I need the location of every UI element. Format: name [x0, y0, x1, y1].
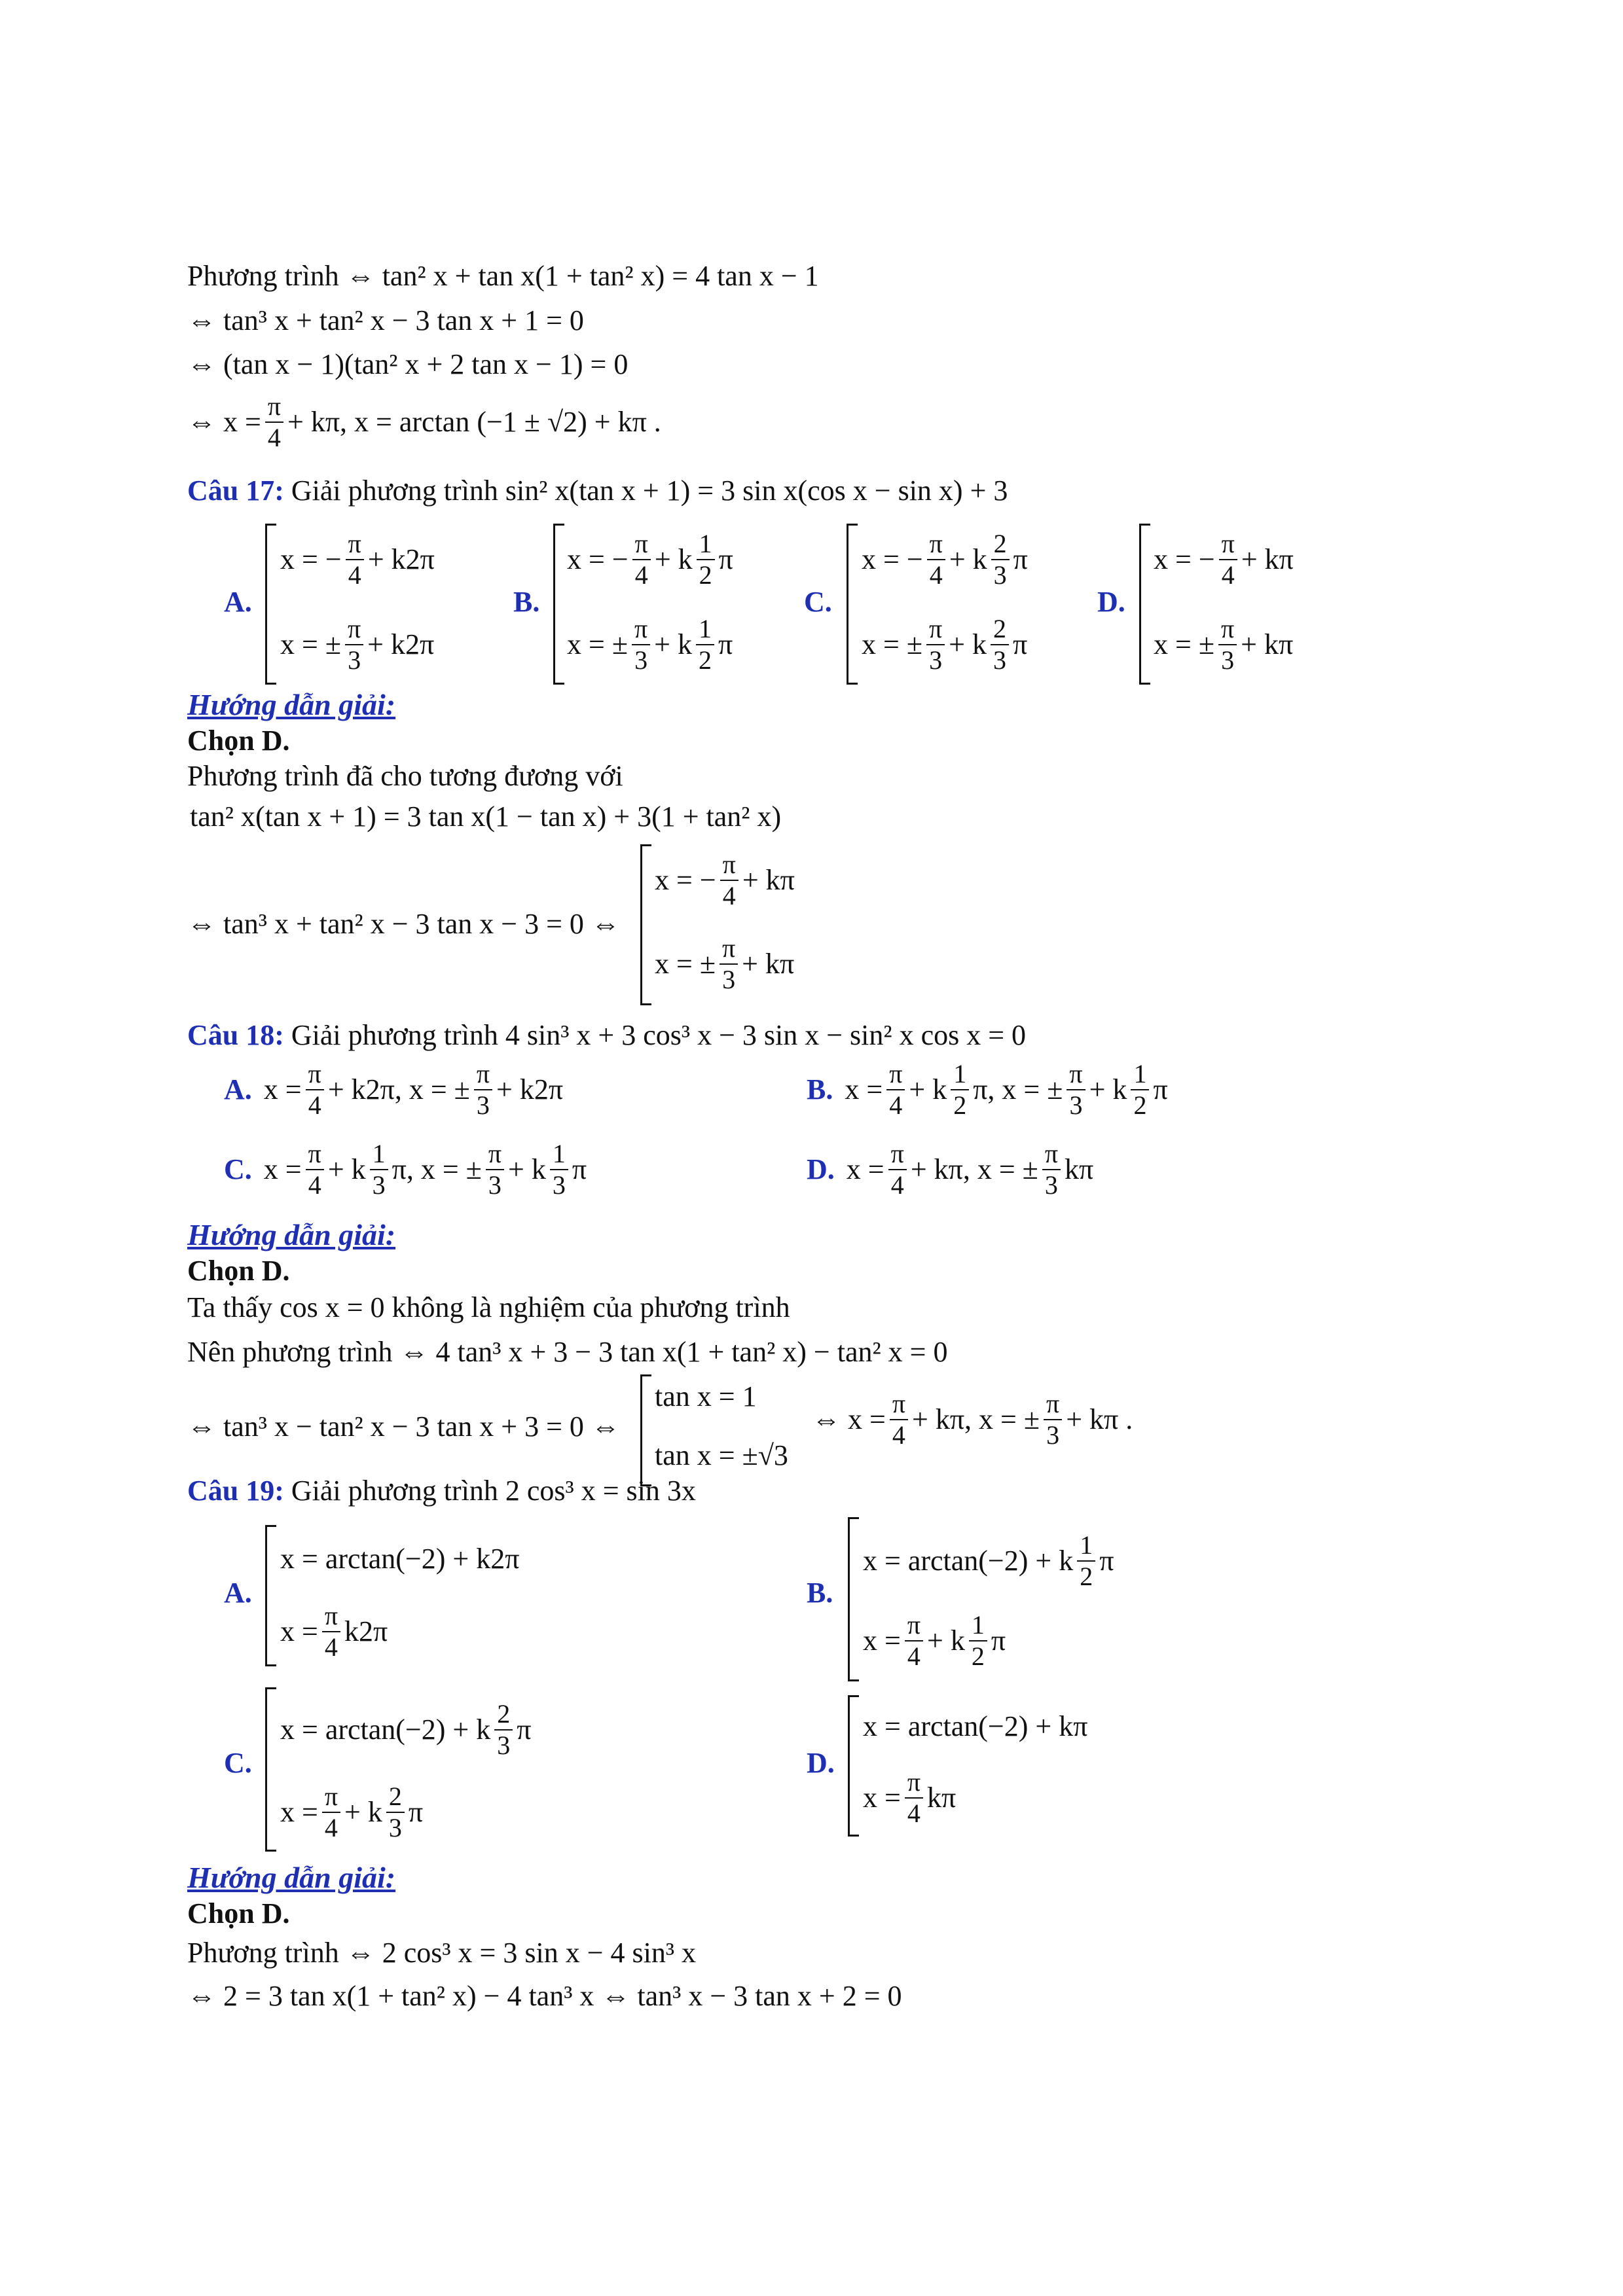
- fraction: [346, 530, 364, 589]
- solution-line: ⇔ tan³ x − tan² x − 3 tan x + 3 = 0 ⇔: [187, 1410, 620, 1443]
- math-text: x =: [263, 1153, 302, 1185]
- numerator: π: [346, 530, 364, 560]
- solution-line: Phương trình ⇔ 2 cos³ x = 3 sin x − 4 sin³ x: [187, 1937, 697, 1969]
- numerator: π: [1219, 530, 1237, 560]
- denominator: 3: [497, 1731, 511, 1760]
- math-text: x = ±: [655, 948, 716, 980]
- math-text: x = −: [567, 543, 629, 575]
- denominator: 4: [267, 423, 281, 452]
- option-c-row1: [862, 530, 1028, 589]
- solution-line: ⇔ tan³ x + tan² x − 3 tan x − 3 = 0 ⇔: [187, 908, 620, 940]
- option-b-row1: [567, 530, 733, 589]
- math-text: x = arctan(−2) + k: [863, 1545, 1074, 1577]
- option-c-row2: [280, 1783, 423, 1842]
- guide-heading: Hướng dẫn giải:: [187, 1218, 396, 1251]
- math-text: ⇔ x =: [187, 406, 261, 438]
- option-a-row1: [280, 530, 435, 589]
- option-a-row1: [280, 1545, 519, 1573]
- math-text: x = −: [655, 864, 716, 896]
- math-text: π: [572, 1153, 587, 1185]
- question-17: [187, 476, 1008, 505]
- fraction: [951, 1060, 969, 1119]
- fraction: [632, 530, 651, 589]
- math-text: + k: [654, 543, 693, 575]
- solution-line: Ta thấy cos x = 0 không là nghiệm của phương trình: [187, 1291, 790, 1323]
- option-d-row2: [863, 1768, 956, 1827]
- numerator: π: [474, 1060, 492, 1090]
- denominator: 3: [993, 645, 1006, 675]
- math-text: π: [1073, 1710, 1088, 1742]
- denominator: 3: [348, 645, 361, 675]
- option-b-row2: [567, 615, 733, 674]
- math-text: x =: [863, 1782, 901, 1814]
- system-bracket: [847, 524, 858, 685]
- math-text: x = −: [862, 543, 923, 575]
- fraction: [1042, 1140, 1061, 1199]
- math-text: + kπ, x = arctan (−1 ± √2) + kπ .: [287, 406, 661, 438]
- option-a[interactable]: [224, 1060, 563, 1119]
- fraction: [905, 1611, 923, 1670]
- math-text: + kπ, x = ±: [912, 1403, 1040, 1435]
- fraction: [386, 1783, 405, 1842]
- system-bracket: [265, 524, 276, 685]
- question-text: Giải phương trình sin² x(tan x + 1) = 3 sin x(cos x − sin x) + 3: [291, 475, 1008, 507]
- guide-heading: Hướng dẫn giải:: [187, 1861, 396, 1894]
- math-text: x = −: [280, 543, 342, 575]
- math-text: π: [517, 1713, 532, 1746]
- denominator: 4: [929, 560, 943, 590]
- numerator: 2: [494, 1700, 513, 1731]
- numerator: π: [926, 615, 945, 645]
- math-text: + k: [927, 1624, 965, 1657]
- fraction: [969, 1611, 987, 1670]
- fraction: [927, 530, 945, 589]
- math-text: x =: [280, 1796, 318, 1828]
- question-label: Câu 18:: [187, 1019, 284, 1051]
- math-text: x =: [280, 1615, 318, 1647]
- option-letter: C.: [224, 1153, 252, 1185]
- option-a-row2: [280, 615, 434, 674]
- denominator: 4: [890, 1170, 904, 1200]
- numerator: 1: [550, 1140, 568, 1170]
- math-text: + kπ .: [1066, 1403, 1133, 1435]
- answer-choice: Chọn D.: [187, 725, 290, 757]
- math-text: kπ: [927, 1782, 957, 1814]
- denominator: 4: [308, 1090, 321, 1120]
- math-text: x =: [263, 1073, 302, 1105]
- option-b-row1: [863, 1532, 1114, 1590]
- fraction: [265, 393, 283, 452]
- numerator: π: [720, 935, 738, 965]
- option-c-row2: [862, 615, 1027, 674]
- numerator: 2: [386, 1783, 405, 1813]
- math-text: + k2π: [367, 628, 435, 660]
- denominator: 3: [1046, 1420, 1060, 1450]
- solution-line: [187, 393, 661, 452]
- solution-system-row2: tan x = ±√3: [655, 1439, 788, 1471]
- solution-line: ⇔ (tan x − 1)(tan² x + 2 tan x − 1) = 0: [187, 348, 629, 380]
- math-text: + k: [327, 1153, 366, 1185]
- fraction: [550, 1140, 568, 1199]
- fraction: [720, 851, 739, 910]
- math-text: + kπ: [742, 864, 795, 896]
- denominator: 3: [722, 965, 736, 994]
- denominator: 2: [1080, 1562, 1093, 1591]
- math-text: + k2π: [496, 1073, 564, 1105]
- numerator: π: [306, 1140, 324, 1170]
- solution-line: Phương trình ⇔ tan² x + tan x(1 + tan² x) = 4 tan x − 1: [187, 260, 819, 292]
- denominator: 3: [1069, 1090, 1083, 1120]
- option-a-label[interactable]: A.: [224, 1577, 252, 1609]
- math-text: 2π: [490, 1543, 520, 1575]
- denominator: 4: [324, 1813, 338, 1842]
- math-text: + k2π, x = ±: [327, 1073, 470, 1105]
- numerator: π: [927, 530, 945, 560]
- numerator: π: [265, 393, 283, 423]
- math-text: x = −: [1154, 543, 1215, 575]
- numerator: π: [1067, 1060, 1085, 1090]
- fraction: [632, 615, 650, 674]
- numerator: 2: [991, 615, 1009, 645]
- option-letter: D.: [807, 1153, 835, 1185]
- numerator: π: [486, 1140, 504, 1170]
- denominator: 4: [308, 1170, 321, 1200]
- denominator: 3: [634, 645, 648, 675]
- fraction: [494, 1700, 513, 1759]
- answer-choice: Chọn D.: [187, 1255, 290, 1287]
- question-text: Giải phương trình 4 sin³ x + 3 cos³ x − 3 sin x − sin² x cos x = 0: [291, 1019, 1027, 1051]
- option-letter: A.: [224, 1073, 252, 1105]
- system-bracket: [265, 1525, 276, 1666]
- math-text: x = arctan(−2) + k: [280, 1543, 491, 1575]
- guide-heading: Hướng dẫn giải:: [187, 688, 396, 721]
- math-text: ⇔ x =: [812, 1403, 886, 1435]
- numerator: 2: [991, 530, 1010, 560]
- fraction: [345, 615, 363, 674]
- option-c-label[interactable]: C.: [804, 586, 832, 618]
- option-b-label[interactable]: B.: [513, 586, 540, 618]
- math-text: x =: [845, 1073, 883, 1105]
- denominator: 3: [929, 645, 943, 675]
- numerator: π: [720, 851, 739, 881]
- numerator: π: [1042, 1140, 1061, 1170]
- math-text: + k2π: [367, 543, 435, 575]
- math-text: π: [408, 1796, 424, 1828]
- denominator: 4: [722, 881, 736, 910]
- denominator: 3: [1044, 1170, 1058, 1200]
- system-bracket: [553, 524, 564, 685]
- question-label: Câu 17:: [187, 475, 284, 507]
- math-text: x = ±: [862, 628, 922, 660]
- math-text: + kπ, x = ±: [910, 1153, 1038, 1185]
- numerator: 1: [697, 530, 715, 560]
- fraction: [886, 1060, 905, 1119]
- solution-system-row1: [655, 851, 795, 910]
- math-text: k2π: [344, 1615, 388, 1647]
- denominator: 2: [699, 560, 712, 590]
- denominator: 4: [892, 1420, 905, 1450]
- question-19: [187, 1477, 696, 1505]
- fraction: [486, 1140, 504, 1199]
- denominator: 3: [552, 1170, 566, 1200]
- denominator: 4: [1221, 560, 1235, 590]
- math-text: π: [1013, 628, 1028, 660]
- fraction: [991, 615, 1009, 674]
- denominator: 3: [372, 1170, 386, 1200]
- math-text: x =: [863, 1624, 901, 1657]
- denominator: 2: [1133, 1090, 1147, 1120]
- solution-line: ⇔ tan³ x + tan² x − 3 tan x + 1 = 0: [187, 304, 584, 336]
- fraction: [1067, 1060, 1085, 1119]
- numerator: 1: [370, 1140, 388, 1170]
- math-text: + kπ: [1241, 543, 1294, 575]
- math-text: + k: [654, 628, 692, 660]
- option-c-label[interactable]: C.: [224, 1747, 252, 1779]
- answer-choice: Chọn D.: [187, 1897, 290, 1929]
- fraction: [322, 1783, 340, 1842]
- option-b-row2: [863, 1611, 1006, 1670]
- solution-system-row2: [655, 935, 794, 994]
- fraction: [890, 1390, 908, 1449]
- system-bracket: [265, 1687, 276, 1852]
- solution-line: Phương trình đã cho tương đương với: [187, 760, 623, 792]
- option-b-label[interactable]: B.: [807, 1577, 833, 1609]
- denominator: 3: [388, 1813, 402, 1842]
- denominator: 2: [971, 1641, 985, 1671]
- numerator: π: [1044, 1390, 1062, 1420]
- math-text: π: [1153, 1073, 1168, 1105]
- math-text: x = arctan(−2) + k: [863, 1710, 1074, 1742]
- system-bracket: [848, 1517, 859, 1681]
- numerator: 1: [696, 615, 714, 645]
- math-text: x = arctan(−2) + k: [280, 1713, 491, 1746]
- math-text: π: [1099, 1545, 1114, 1577]
- math-text: x =: [846, 1153, 884, 1185]
- fraction: [1044, 1390, 1062, 1449]
- fraction: [1077, 1532, 1095, 1590]
- question-text: Giải phương trình 2 cos³ x = sin 3x: [291, 1475, 696, 1507]
- fraction: [888, 1140, 907, 1199]
- fraction: [322, 1602, 340, 1661]
- option-b[interactable]: [807, 1060, 1168, 1119]
- fraction: [1219, 530, 1237, 589]
- question-label: Câu 19:: [187, 1475, 284, 1507]
- numerator: π: [306, 1060, 324, 1090]
- math-text: x = ±: [567, 628, 628, 660]
- solution-system-row1: tan x = 1: [655, 1380, 757, 1412]
- fraction: [1218, 615, 1237, 674]
- solution-line: tan² x(tan x + 1) = 3 tan x(1 − tan x) + 3(1 + tan² x): [190, 800, 782, 833]
- fraction: [991, 530, 1010, 589]
- numerator: π: [345, 615, 363, 645]
- math-text: π: [718, 628, 733, 660]
- option-c-row1: [280, 1700, 531, 1759]
- fraction: [1131, 1060, 1149, 1119]
- fraction: [474, 1060, 492, 1119]
- fraction: [720, 935, 738, 994]
- option-d-row2: [1154, 615, 1293, 674]
- denominator: 4: [889, 1090, 903, 1120]
- option-d-label[interactable]: D.: [807, 1747, 835, 1779]
- math-text: + kπ: [742, 948, 795, 980]
- math-text: + k: [909, 1073, 947, 1105]
- math-text: + k: [1089, 1073, 1127, 1105]
- numerator: 1: [1077, 1532, 1095, 1562]
- fraction: [926, 615, 945, 674]
- fraction: [306, 1140, 324, 1199]
- numerator: π: [1218, 615, 1237, 645]
- math-text: + k: [949, 628, 987, 660]
- option-d-row1: [1154, 530, 1294, 589]
- denominator: 3: [476, 1090, 490, 1120]
- numerator: π: [322, 1602, 340, 1632]
- system-bracket: [640, 1374, 651, 1486]
- math-text: π: [1013, 543, 1028, 575]
- question-18: [187, 1021, 1026, 1050]
- numerator: π: [886, 1060, 905, 1090]
- math-text: x = ±: [1154, 628, 1214, 660]
- numerator: 1: [951, 1060, 969, 1090]
- fraction: [905, 1768, 923, 1827]
- numerator: π: [905, 1611, 923, 1641]
- denominator: 3: [993, 560, 1007, 590]
- numerator: π: [888, 1140, 907, 1170]
- numerator: π: [905, 1768, 923, 1799]
- option-a-row2: [280, 1602, 388, 1661]
- system-bracket: [848, 1695, 859, 1837]
- math-text: x = ±: [280, 628, 341, 660]
- math-text: π: [718, 543, 733, 575]
- math-text: kπ: [1065, 1153, 1094, 1185]
- math-text: + k: [344, 1796, 382, 1828]
- solution-tail: [812, 1390, 1133, 1449]
- denominator: 4: [324, 1632, 338, 1662]
- system-bracket: [1139, 524, 1150, 685]
- math-text: + k: [508, 1153, 546, 1185]
- system-bracket: [640, 844, 651, 1005]
- option-c[interactable]: [224, 1140, 587, 1199]
- denominator: 4: [907, 1799, 921, 1828]
- numerator: π: [890, 1390, 908, 1420]
- solution-line: ⇔ 2 = 3 tan x(1 + tan² x) − 4 tan³ x ⇔ tan³ x − 3 tan x + 2 = 0: [187, 1980, 902, 2012]
- fraction: [696, 615, 714, 674]
- option-d[interactable]: [807, 1140, 1093, 1199]
- option-letter: B.: [807, 1073, 833, 1105]
- option-a-label[interactable]: A.: [224, 586, 252, 618]
- numerator: π: [322, 1783, 340, 1813]
- numerator: π: [632, 530, 651, 560]
- denominator: 4: [634, 560, 648, 590]
- math-text: π, x = ±: [973, 1073, 1063, 1105]
- math-text: π: [991, 1624, 1006, 1657]
- numerator: 1: [1131, 1060, 1149, 1090]
- denominator: 2: [699, 645, 712, 675]
- option-d-label[interactable]: D.: [1097, 586, 1125, 618]
- denominator: 3: [488, 1170, 501, 1200]
- math-text: + kπ: [1241, 628, 1294, 660]
- fraction: [306, 1060, 324, 1119]
- solution-line: Nên phương trình ⇔ 4 tan³ x + 3 − 3 tan x(1 + tan² x) − tan² x = 0: [187, 1336, 948, 1368]
- numerator: 1: [969, 1611, 987, 1641]
- math-text: + k: [949, 543, 987, 575]
- numerator: π: [632, 615, 650, 645]
- denominator: 2: [953, 1090, 967, 1120]
- denominator: 4: [348, 560, 361, 590]
- fraction: [370, 1140, 388, 1199]
- option-d-row1: [863, 1712, 1087, 1741]
- denominator: 3: [1221, 645, 1235, 675]
- denominator: 4: [907, 1641, 921, 1671]
- fraction: [697, 530, 715, 589]
- math-text: π, x = ±: [392, 1153, 482, 1185]
